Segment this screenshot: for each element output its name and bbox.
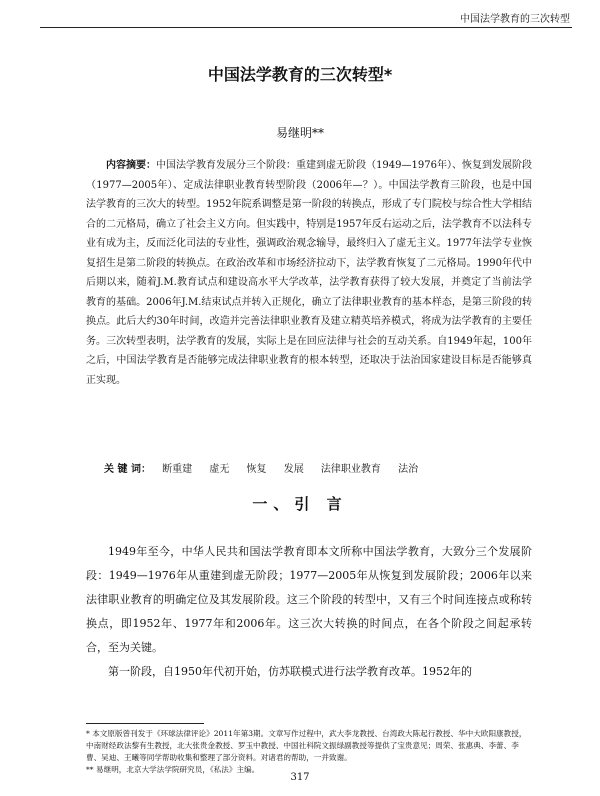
footnote: * 本文原版曾刊发于《环球法律评论》2011年第3期。文章写作过程中，武大李龙教授、台湾政大陈起行教授、华中大欧阳康教授，中南财经政法黎有生教授，北大张贵金教授、罗玉中教授、中国社科院文振绿副教授等提供了宝贵意见；周荣、张惠典、李蕾、李曹、吴迪、王曦等同学帮助收集和整理了部分资料。对诸君的帮助，一并致谢。 (86, 729, 527, 762)
page-number: 317 (290, 772, 310, 783)
keyword: 虚无 (209, 464, 230, 475)
section-heading: 一、引 言 (252, 495, 348, 513)
keyword: 恢复 (246, 464, 267, 475)
keyword: 发展 (283, 464, 304, 475)
author-name: 易继明** (275, 126, 324, 140)
footnote: ** 易继明，北京大学法学院研究员，《私法》主编。 (86, 765, 260, 774)
header-rule (40, 27, 572, 28)
keyword: 法治 (398, 464, 419, 475)
body-text (86, 540, 532, 684)
keyword: 法律职业教育 (320, 464, 381, 475)
abstract (86, 156, 532, 390)
abstract-label: 内容摘要： (106, 160, 157, 171)
keyword: 断重建 (162, 464, 193, 475)
keywords-label: 关 键 词： (104, 464, 151, 475)
running-head: 中国法学教育的三次转型 (460, 14, 570, 25)
footnotes (86, 728, 532, 776)
body-paragraph: 第一阶段，自1950年代初开始，仿苏联模式进行法学教育改革。1952年的 (108, 665, 472, 678)
body-paragraph: 1949年至今，中华人民共和国法学教育即本文所称中国法学教育，大致分三个发展阶段：1949—1976年从重建到虚无阶段；1977—2005年从恢复到发展阶段；2006年以来法律职业教育的明确定位及其发展阶段。这三个阶段的转型中，又有三个时间连接点或称转换点，即1952年、1977年和2006年。这三次大转换的时间点，在各个阶段之间起承转合，至为关键。 (86, 545, 532, 654)
keywords (104, 460, 532, 479)
article-title: 中国法学教育的三次转型* (207, 65, 393, 84)
footnote-rule (86, 723, 204, 724)
abstract-text: 中国法学教育发展分三个阶段：重建到虚无阶段（1949—1976年）、恢复到发展阶段（1977—2005年）、定成法律职业教育转型阶段（2006年—？）。中国法学教育三阶段，也是中国法学教育的三次大的转型。1952年院系调整是第一阶段的转换点，形成了专门院校与综合性大学相结合的二元格局，确立了社会主义方向。但实践中，特别是1957年反右运动之后，法学教育不以法科专业有成为主，反而泛化司法的专业性，强调政治观念输导，最终归入了虚无主义。1977年法学专业恢复招生是第二阶段的转换点。在政治改革和市场经济拉动下，法学教育恢复了二元格局。1990年代中后期以来，随着J.M.教育试点和建设高水平大学改革，法学教育获得了较大发展，并奠定了当前法学教育的基础。2006年J.M.结束试点并转入正规化，确立了法律职业教育的基本样态，是第三阶段的转换点。此后大约30年时间，改造并完善法律职业教育及建立精英培养模式，将成为法学教育的主要任务。三次转型表明，法学教育的发展，实际上是在回应法律与社会的互动关系。自1949年起，100年之后，中国法学教育是否能够完成法律职业教育的根本转型，还取决于法治国家建设目标是否能够真正实现。 (86, 160, 532, 386)
